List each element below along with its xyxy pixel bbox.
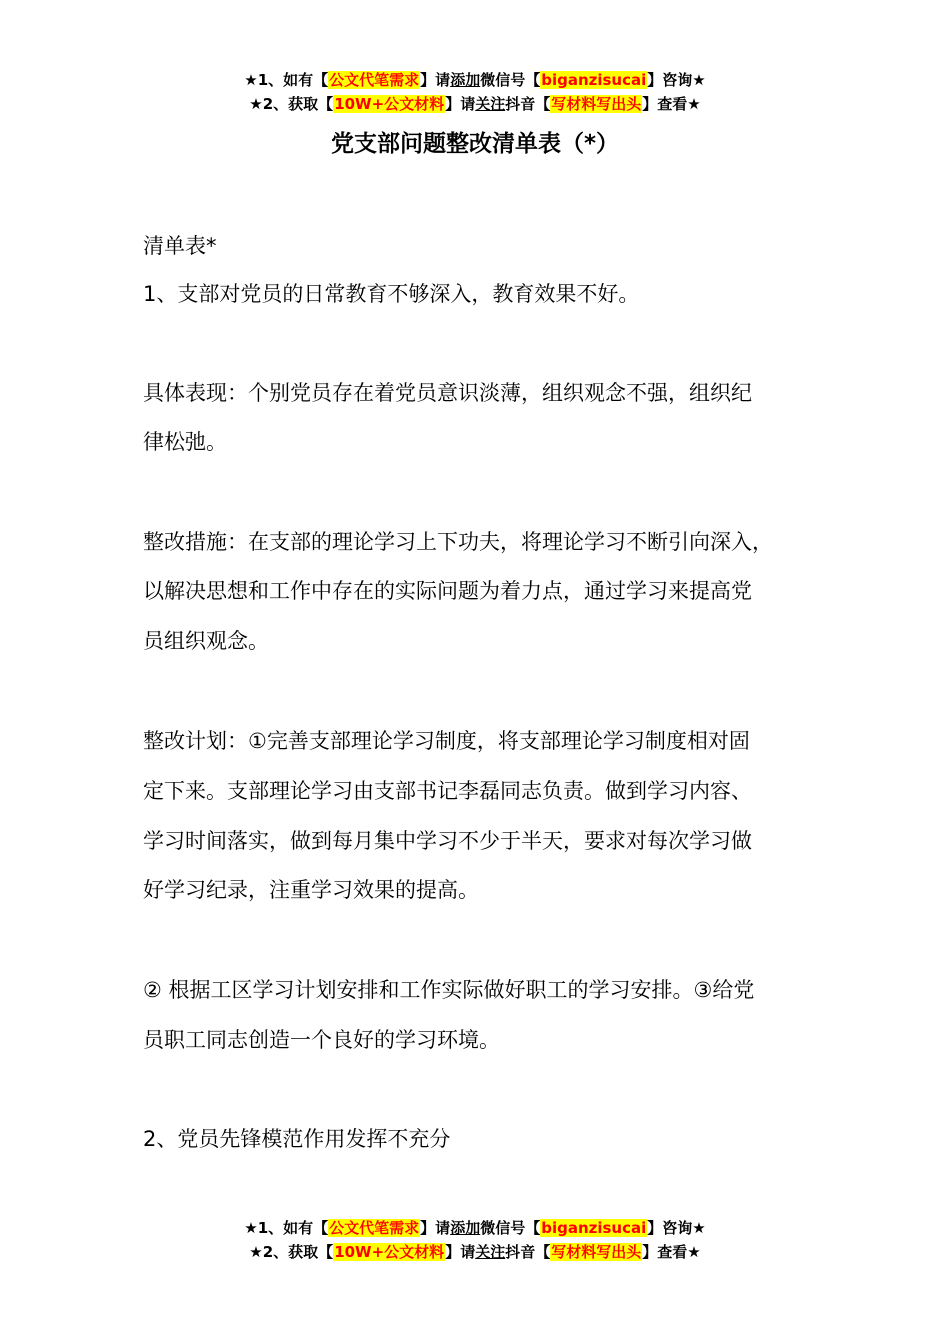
item-1-plan: 整改计划：①完善支部理论学习制度，将支部理论学习制度相对固 [143,729,750,753]
promo-highlight: 10W+公文材料 [334,1243,445,1261]
item-1-heading: 1、支部对党员的日常教育不够深入，教育效果不好。 [143,282,640,306]
item-1-plan: 好学习纪录，注重学习效果的提高。 [143,878,479,902]
item-1-measures: 以解决思想和工作中存在的实际问题为着力点，通过学习来提高党 [143,579,752,603]
promo-line-1: ★1、如有【公文代笔需求】请添加微信号【biganzisucai】咨询★ [244,71,706,89]
subtitle: 清单表* [143,234,217,258]
promo-line-2: ★2、获取【10W+公文材料】请关注抖音【写材料写出头】查看★ [249,95,701,113]
item-1-measures: 员组织观念。 [143,629,269,653]
promo-highlight: 公文代笔需求 [329,1219,420,1237]
item-1-manifestation: 具体表现：个别党员存在着党员意识淡薄，组织观念不强，组织纪 [143,381,752,405]
promo-wechat-id: biganzisucai [541,71,647,89]
item-1-plan: 定下来。支部理论学习由支部书记李磊同志负责。做到学习内容、 [143,779,752,803]
promo-highlight: 公文代笔需求 [329,71,420,89]
item-1-plan: 学习时间落实，做到每月集中学习不少于半天，要求对每次学习做 [143,829,752,853]
promo-highlight: 10W+公文材料 [334,95,445,113]
promo-footer [0,1216,950,1264]
promo-line-2: ★2、获取【10W+公文材料】请关注抖音【写材料写出头】查看★ [249,1243,701,1261]
item-2-heading: 2、党员先锋模范作用发挥不充分 [143,1127,451,1151]
page-title: 党支部问题整改清单表（*） [330,131,620,157]
item-1-plan-continued: ② 根据工区学习计划安排和工作实际做好职工的学习安排。③给党 [143,978,755,1002]
promo-wechat-id: biganzisucai [541,1219,647,1237]
item-1-manifestation: 律松弛。 [143,430,227,454]
promo-douyin-id: 写材料写出头 [551,95,642,113]
promo-line-1: ★1、如有【公文代笔需求】请添加微信号【biganzisucai】咨询★ [244,1219,706,1237]
promo-douyin-id: 写材料写出头 [551,1243,642,1261]
promo-header [0,68,950,116]
item-1-measures: 整改措施：在支部的理论学习上下功夫，将理论学习不断引向深入， [143,530,773,554]
item-1-plan-continued: 员职工同志创造一个良好的学习环境。 [143,1028,500,1052]
